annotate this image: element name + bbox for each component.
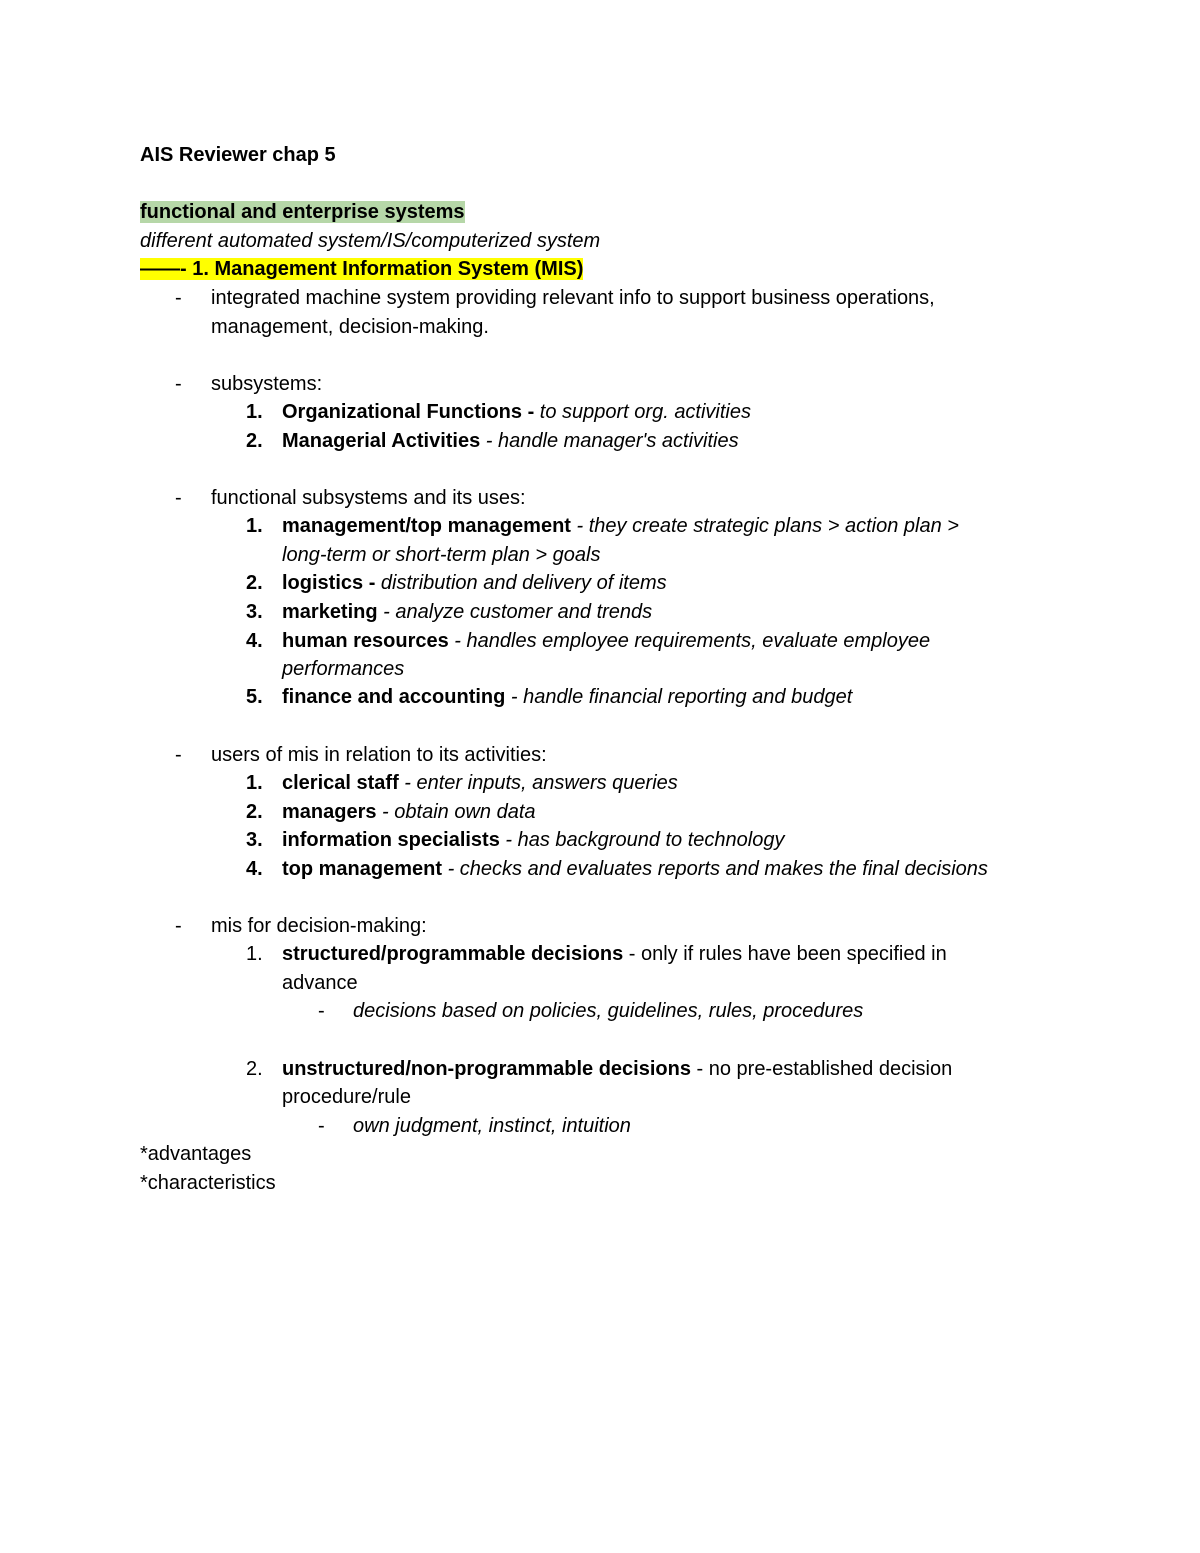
- list-number: 2.: [246, 801, 263, 823]
- list-item: [246, 856, 988, 882]
- list-term: marketing: [282, 601, 378, 623]
- bullet-dash: -: [175, 915, 182, 937]
- list-desc: - enter inputs, answers queries: [398, 772, 678, 794]
- list-number: 2.: [246, 572, 263, 594]
- sub-bullet-text: own judgment, instinct, intuition: [353, 1115, 631, 1137]
- definition-line-2: management, decision-making.: [211, 316, 489, 338]
- list-item: [246, 770, 678, 796]
- sub-bullet-text: decisions based on policies, guidelines, rules, procedures: [353, 1000, 864, 1022]
- list-term: human resources: [282, 630, 449, 652]
- list-desc: - only if rules have been specified in: [623, 943, 947, 965]
- list-desc: - analyze customer and trends: [377, 601, 653, 623]
- functional-intro: functional subsystems and its uses:: [211, 487, 526, 509]
- list-term: finance and accounting: [282, 686, 506, 708]
- bullet-dash: -: [175, 744, 182, 766]
- users-intro: users of mis in relation to its activities:: [211, 744, 547, 766]
- list-desc: - they create strategic plans > action plan >: [570, 515, 959, 537]
- list-desc: - handle manager's activities: [480, 430, 739, 452]
- definition-line-1: integrated machine system providing relevant info to support business operations,: [211, 287, 935, 309]
- footer-note-advantages: *advantages: [140, 1143, 252, 1165]
- list-item: [246, 799, 536, 825]
- list-desc: - obtain own data: [376, 801, 536, 823]
- list-term: top management: [282, 858, 443, 880]
- list-item: [246, 1056, 952, 1082]
- bullet-dash: -: [175, 487, 182, 509]
- list-item: [246, 513, 959, 539]
- list-number: 2.: [246, 1058, 263, 1080]
- list-desc: - checks and evaluates reports and makes the final decisions: [442, 858, 988, 880]
- list-item: [246, 941, 947, 967]
- list-term: clerical staff: [282, 772, 399, 794]
- list-desc-continued: long-term or short-term plan > goals: [282, 544, 601, 566]
- section-heading-text: functional and enterprise systems: [140, 201, 465, 223]
- list-number: 1.: [246, 401, 263, 423]
- list-number: 1.: [246, 943, 263, 965]
- list-item: [246, 628, 930, 654]
- list-term: unstructured/non-programmable decisions: [282, 1058, 691, 1080]
- list-item: [246, 684, 852, 710]
- list-term: Managerial Activities: [282, 430, 481, 452]
- bullet-dash: -: [175, 373, 182, 395]
- list-desc: to support org. activities: [534, 401, 752, 423]
- list-number: 4.: [246, 858, 263, 880]
- section-subtitle: different automated system/IS/computerized system: [140, 230, 601, 252]
- list-desc: - no pre-established decision: [690, 1058, 953, 1080]
- list-number: 1.: [246, 515, 263, 537]
- section-heading: [140, 199, 465, 225]
- list-term: logistics -: [282, 572, 376, 594]
- list-number: 2.: [246, 430, 263, 452]
- list-desc-continued: advance: [282, 972, 358, 994]
- list-number: 3.: [246, 829, 263, 851]
- decisions-intro: mis for decision-making:: [211, 915, 427, 937]
- subsystems-intro: subsystems:: [211, 373, 323, 395]
- list-desc: distribution and delivery of items: [375, 572, 667, 594]
- footer-note-characteristics: *characteristics: [140, 1172, 276, 1194]
- list-desc: - handles employee requirements, evaluate employee: [448, 630, 931, 652]
- list-desc: - has background to technology: [499, 829, 785, 851]
- list-desc-continued: performances: [282, 658, 405, 680]
- list-desc: - handle financial reporting and budget: [505, 686, 853, 708]
- list-item: [246, 827, 784, 853]
- list-term: information specialists: [282, 829, 500, 851]
- document-title: AIS Reviewer chap 5: [140, 144, 336, 166]
- mis-heading: [140, 256, 583, 282]
- list-item: [246, 570, 667, 596]
- mis-heading-text: ——- 1. Management Information System (MIS): [140, 258, 584, 280]
- list-item: [246, 428, 739, 454]
- list-item: [246, 599, 652, 625]
- list-number: 4.: [246, 630, 263, 652]
- sub-bullet-dash: -: [318, 1000, 325, 1022]
- list-term: managers: [282, 801, 377, 823]
- list-term: structured/programmable decisions: [282, 943, 624, 965]
- list-term: management/top management: [282, 515, 571, 537]
- list-item: [246, 399, 751, 425]
- list-number: 5.: [246, 686, 263, 708]
- bullet-dash: -: [175, 287, 182, 309]
- list-desc-continued: procedure/rule: [282, 1086, 411, 1108]
- sub-bullet-dash: -: [318, 1115, 325, 1137]
- list-number: 3.: [246, 601, 263, 623]
- list-term: Organizational Functions -: [282, 401, 535, 423]
- list-number: 1.: [246, 772, 263, 794]
